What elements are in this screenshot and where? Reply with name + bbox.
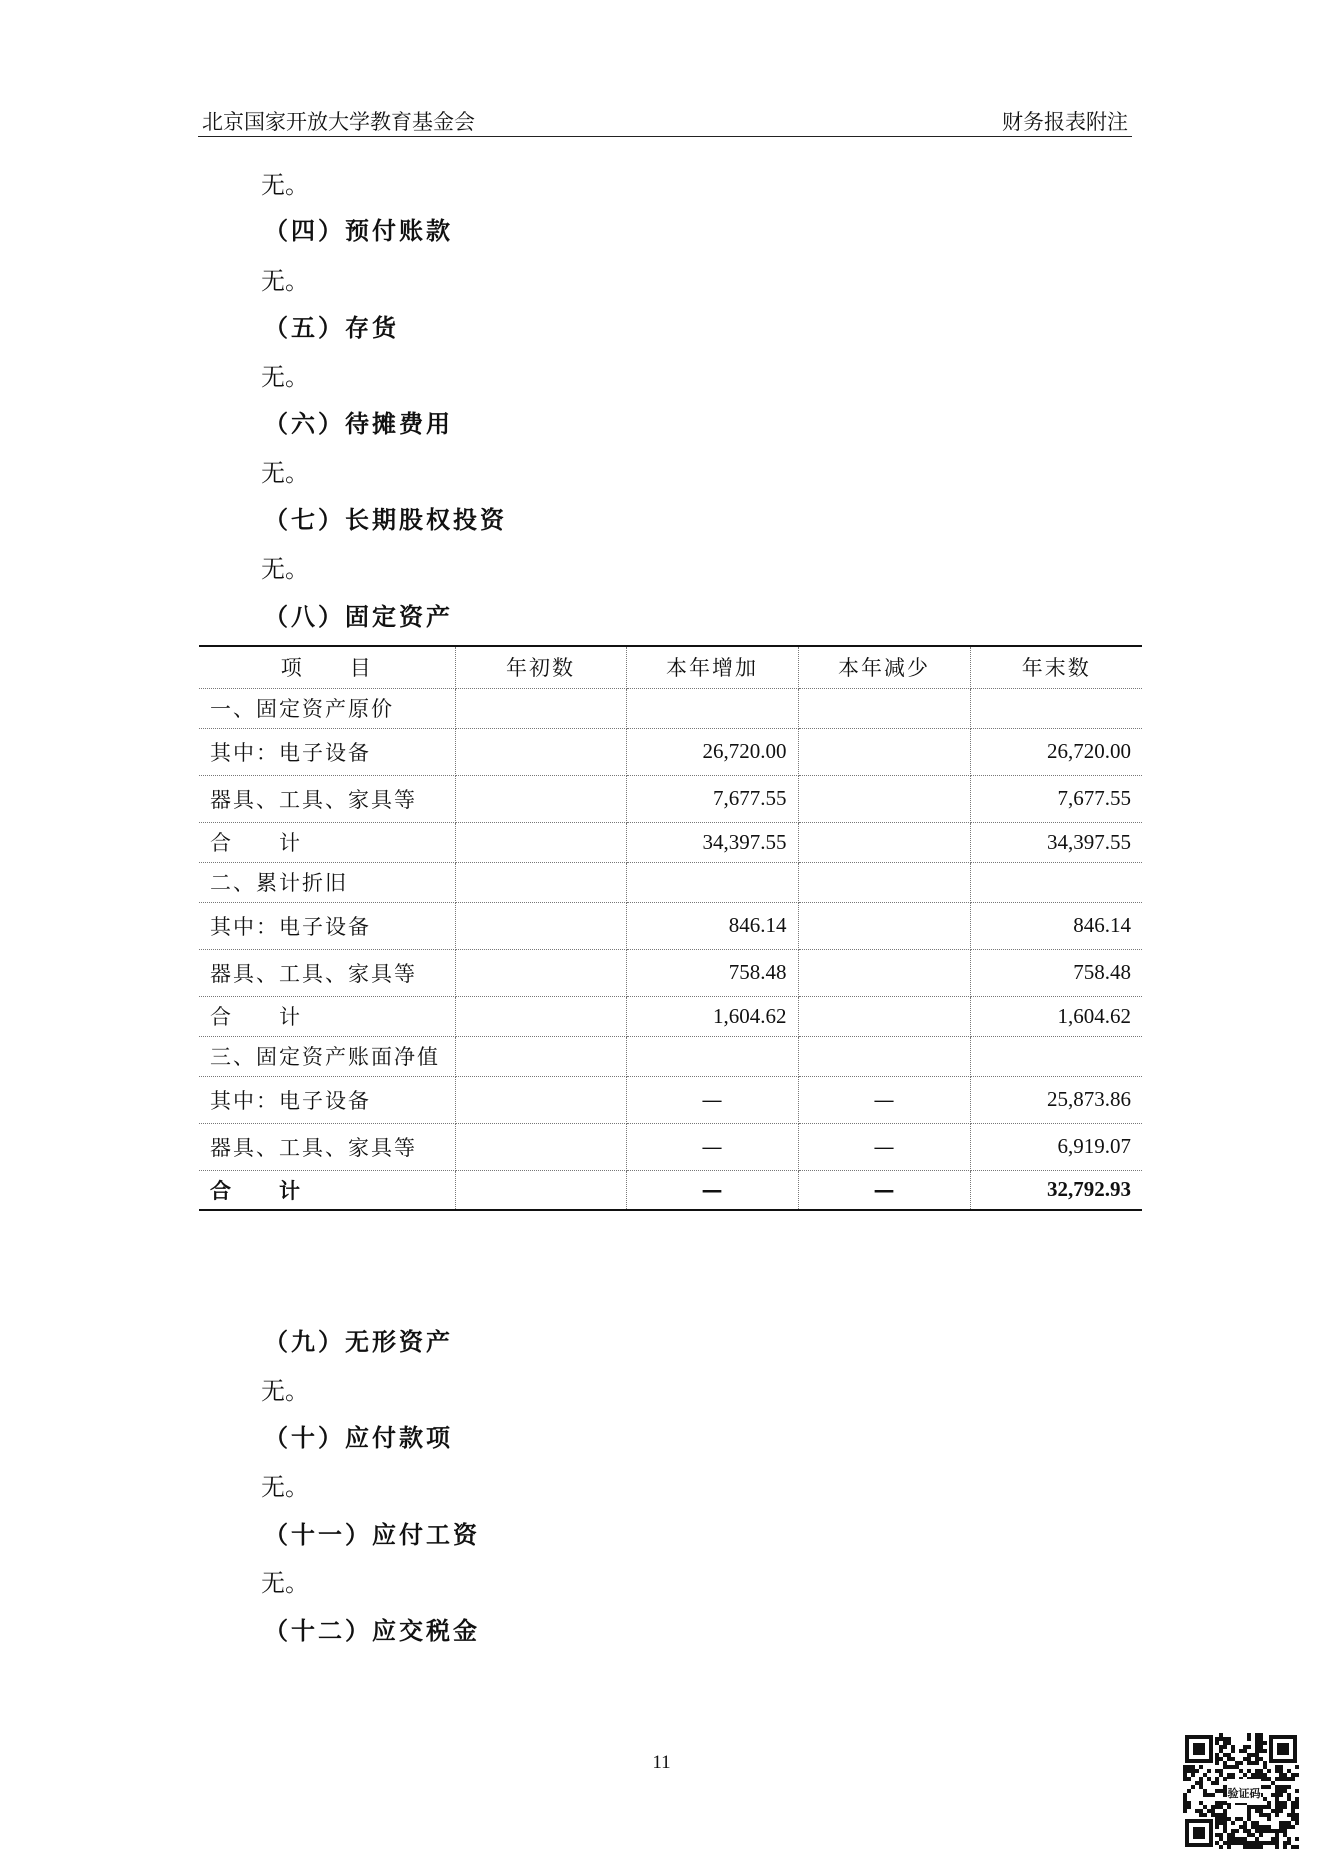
table-row bbox=[199, 688, 1142, 728]
row-label: 其中：电子设备 bbox=[199, 1076, 455, 1123]
table-cell bbox=[455, 949, 626, 996]
table-row bbox=[199, 996, 1142, 1036]
fixed-assets-table bbox=[199, 645, 1142, 1211]
table-row bbox=[199, 949, 1142, 996]
table-cell bbox=[798, 822, 970, 862]
row-label: 其中：电子设备 bbox=[199, 728, 455, 775]
table-header-row bbox=[199, 646, 1142, 688]
qr-code bbox=[1183, 1733, 1299, 1849]
body-text: 无。 bbox=[261, 171, 309, 199]
table-cell: 7,677.55 bbox=[970, 775, 1142, 822]
table-cell bbox=[798, 1036, 970, 1076]
section-heading: （七）长期股权投资 bbox=[264, 505, 507, 534]
table-cell: 846.14 bbox=[626, 902, 798, 949]
fixed-assets-table-body bbox=[199, 646, 1142, 1210]
table-cell: 32,792.93 bbox=[1047, 1177, 1131, 1202]
table-row bbox=[199, 1076, 1142, 1123]
table-cell: 25,873.86 bbox=[970, 1076, 1142, 1123]
table-row bbox=[199, 862, 1142, 902]
section-heading: （十一）应付工资 bbox=[264, 1520, 480, 1549]
table-cell bbox=[970, 1036, 1142, 1076]
table-cell: — bbox=[798, 1123, 970, 1170]
section-heading: （五）存货 bbox=[264, 313, 399, 342]
table-cell: — bbox=[626, 1170, 798, 1210]
table-cell bbox=[970, 688, 1142, 728]
body-text: 无。 bbox=[261, 1377, 309, 1405]
row-label: 器具、工具、家具等 bbox=[199, 1123, 455, 1170]
table-cell bbox=[455, 1170, 626, 1210]
table-cell bbox=[798, 775, 970, 822]
table-cell: 26,720.00 bbox=[970, 728, 1142, 775]
table-cell: 7,677.55 bbox=[626, 775, 798, 822]
table-cell bbox=[455, 728, 626, 775]
qr-label: 验证码 bbox=[1227, 1787, 1261, 1800]
column-header: 项 目 bbox=[199, 646, 455, 688]
table-cell bbox=[626, 1036, 798, 1076]
table-cell: 34,397.55 bbox=[970, 822, 1142, 862]
table-cell: 1,604.62 bbox=[970, 996, 1142, 1036]
section-heading: （六）待摊费用 bbox=[264, 409, 453, 438]
table-cell: — bbox=[798, 1170, 970, 1210]
table-cell: — bbox=[626, 1076, 798, 1123]
table-row bbox=[199, 775, 1142, 822]
table-cell bbox=[798, 688, 970, 728]
section-heading: （四）预付账款 bbox=[264, 216, 453, 245]
row-label: 合 计 bbox=[199, 822, 455, 862]
table-row bbox=[199, 902, 1142, 949]
row-label: 器具、工具、家具等 bbox=[199, 775, 455, 822]
table-cell bbox=[798, 949, 970, 996]
table-cell: — bbox=[626, 1123, 798, 1170]
column-header: 年初数 bbox=[455, 646, 626, 688]
body-text: 无。 bbox=[261, 459, 309, 487]
row-label: 一、固定资产原价 bbox=[199, 688, 455, 728]
table-cell bbox=[455, 688, 626, 728]
organization-name: 北京国家开放大学教育基金会 bbox=[202, 110, 475, 134]
body-text: 无。 bbox=[261, 267, 309, 295]
section-heading: （十）应付款项 bbox=[264, 1423, 453, 1452]
table-cell bbox=[970, 862, 1142, 902]
table-cell bbox=[455, 822, 626, 862]
table-cell: 26,720.00 bbox=[626, 728, 798, 775]
table-cell bbox=[798, 902, 970, 949]
body-text: 无。 bbox=[261, 363, 309, 391]
page-number: 11 bbox=[652, 1752, 671, 1773]
body-text: 无。 bbox=[261, 555, 309, 583]
table-cell: 758.48 bbox=[970, 949, 1142, 996]
table-cell bbox=[798, 862, 970, 902]
table-cell: 758.48 bbox=[626, 949, 798, 996]
table-cell bbox=[798, 996, 970, 1036]
column-header: 年末数 bbox=[970, 646, 1142, 688]
row-label: 合 计 bbox=[199, 996, 455, 1036]
table-cell bbox=[455, 1123, 626, 1170]
section-heading: （九）无形资产 bbox=[264, 1327, 453, 1356]
table-row bbox=[199, 728, 1142, 775]
table-cell: 1,604.62 bbox=[626, 996, 798, 1036]
table-cell bbox=[455, 1036, 626, 1076]
table-cell bbox=[455, 775, 626, 822]
document-section-title: 财务报表附注 bbox=[1002, 110, 1128, 134]
table-cell bbox=[455, 862, 626, 902]
table-row bbox=[199, 822, 1142, 862]
column-header: 本年增加 bbox=[626, 646, 798, 688]
column-header: 本年减少 bbox=[798, 646, 970, 688]
row-label: 二、累计折旧 bbox=[199, 862, 455, 902]
table-cell bbox=[626, 862, 798, 902]
row-label: 器具、工具、家具等 bbox=[199, 949, 455, 996]
table-cell bbox=[455, 902, 626, 949]
table-cell bbox=[626, 688, 798, 728]
table-row bbox=[199, 1123, 1142, 1170]
table-cell: 6,919.07 bbox=[970, 1123, 1142, 1170]
table-cell bbox=[455, 1076, 626, 1123]
table-cell: 846.14 bbox=[970, 902, 1142, 949]
table-cell: — bbox=[798, 1076, 970, 1123]
row-label: 三、固定资产账面净值 bbox=[199, 1036, 455, 1076]
table-cell bbox=[455, 996, 626, 1036]
row-label: 合 计 bbox=[199, 1170, 455, 1210]
section-heading: （十二）应交税金 bbox=[264, 1616, 480, 1645]
body-text: 无。 bbox=[261, 1473, 309, 1501]
section-heading: （八）固定资产 bbox=[264, 602, 453, 631]
row-label: 其中：电子设备 bbox=[199, 902, 455, 949]
table-row bbox=[199, 1036, 1142, 1076]
body-text: 无。 bbox=[261, 1569, 309, 1597]
table-cell bbox=[798, 728, 970, 775]
table-cell: 34,397.55 bbox=[626, 822, 798, 862]
page-header bbox=[198, 106, 1132, 137]
table-row bbox=[199, 1170, 1142, 1210]
